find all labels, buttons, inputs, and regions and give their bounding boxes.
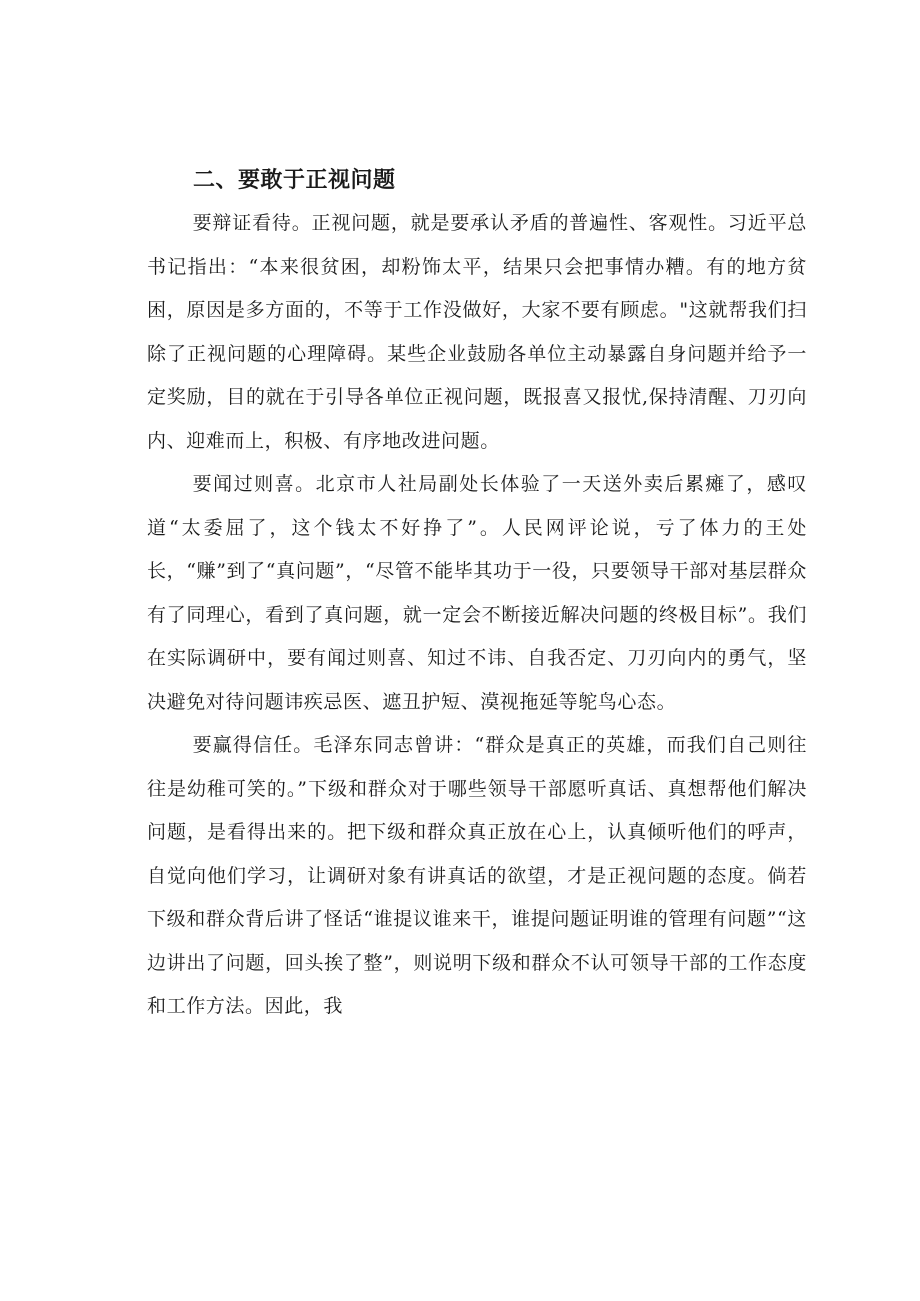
- section-heading: 二、要敢于正视问题: [193, 168, 396, 193]
- paragraph-win-trust: 要赢得信任。毛泽东同志曾讲：“群众是真正的英雄，而我们自己则往往是幼稚可笑的。”下级和群众对于哪些领导干部愿听真话、真想帮他们解决问题，是看得出来的。把下级和群众真正放在心上，认真倾听他们的呼声，自觉向他们学习，让调研对象有讲真话的欲望，才是正视问题的态度。倘若下级和群众背后讲了怪话“谁提议谁来干，谁提问题证明谁的管理有问题”“这边讲出了问题，回头挨了整”，则说明下级和群众不认可领导干部的工作态度和工作方法。因此，我: [147, 734, 807, 1017]
- document-body: [147, 163, 807, 1029]
- paragraph-welcome-criticism: 要闻过则喜。北京市人社局副处长体验了一天送外卖后累瘫了，感叹道“太委屈了，这个钱太不好挣了”。人民网评论说，亏了体力的王处长，“赚”到了“真问题”，“尽管不能毕其功于一役，只要领导干部对基层群众有了同理心，看到了真问题，就一定会不断接近解决问题的终极目标”。我们在实际调研中，要有闻过则喜、知过不讳、自我否定、刀刃向内的勇气，坚决避免对待问题讳疾忌医、遮丑护短、漠视拖延等鸵鸟心态。: [147, 473, 807, 713]
- paragraph-dialectical: 要辩证看待。正视问题，就是要承认矛盾的普遍性、客观性。习近平总书记指出：“本来很贫困，却粉饰太平，结果只会把事情办糟。有的地方贫困，原因是多方面的，不等于工作没做好，大家不要有顾虑。"这就帮我们扫除了正视问题的心理障碍。某些企业鼓励各单位主动暴露自身问题并给予一定奖励，目的就在于引导各单位正视问题，既报喜又报忧,保持清醒、刀刃向内、迎难而上，积极、有序地改进问题。: [147, 212, 807, 452]
